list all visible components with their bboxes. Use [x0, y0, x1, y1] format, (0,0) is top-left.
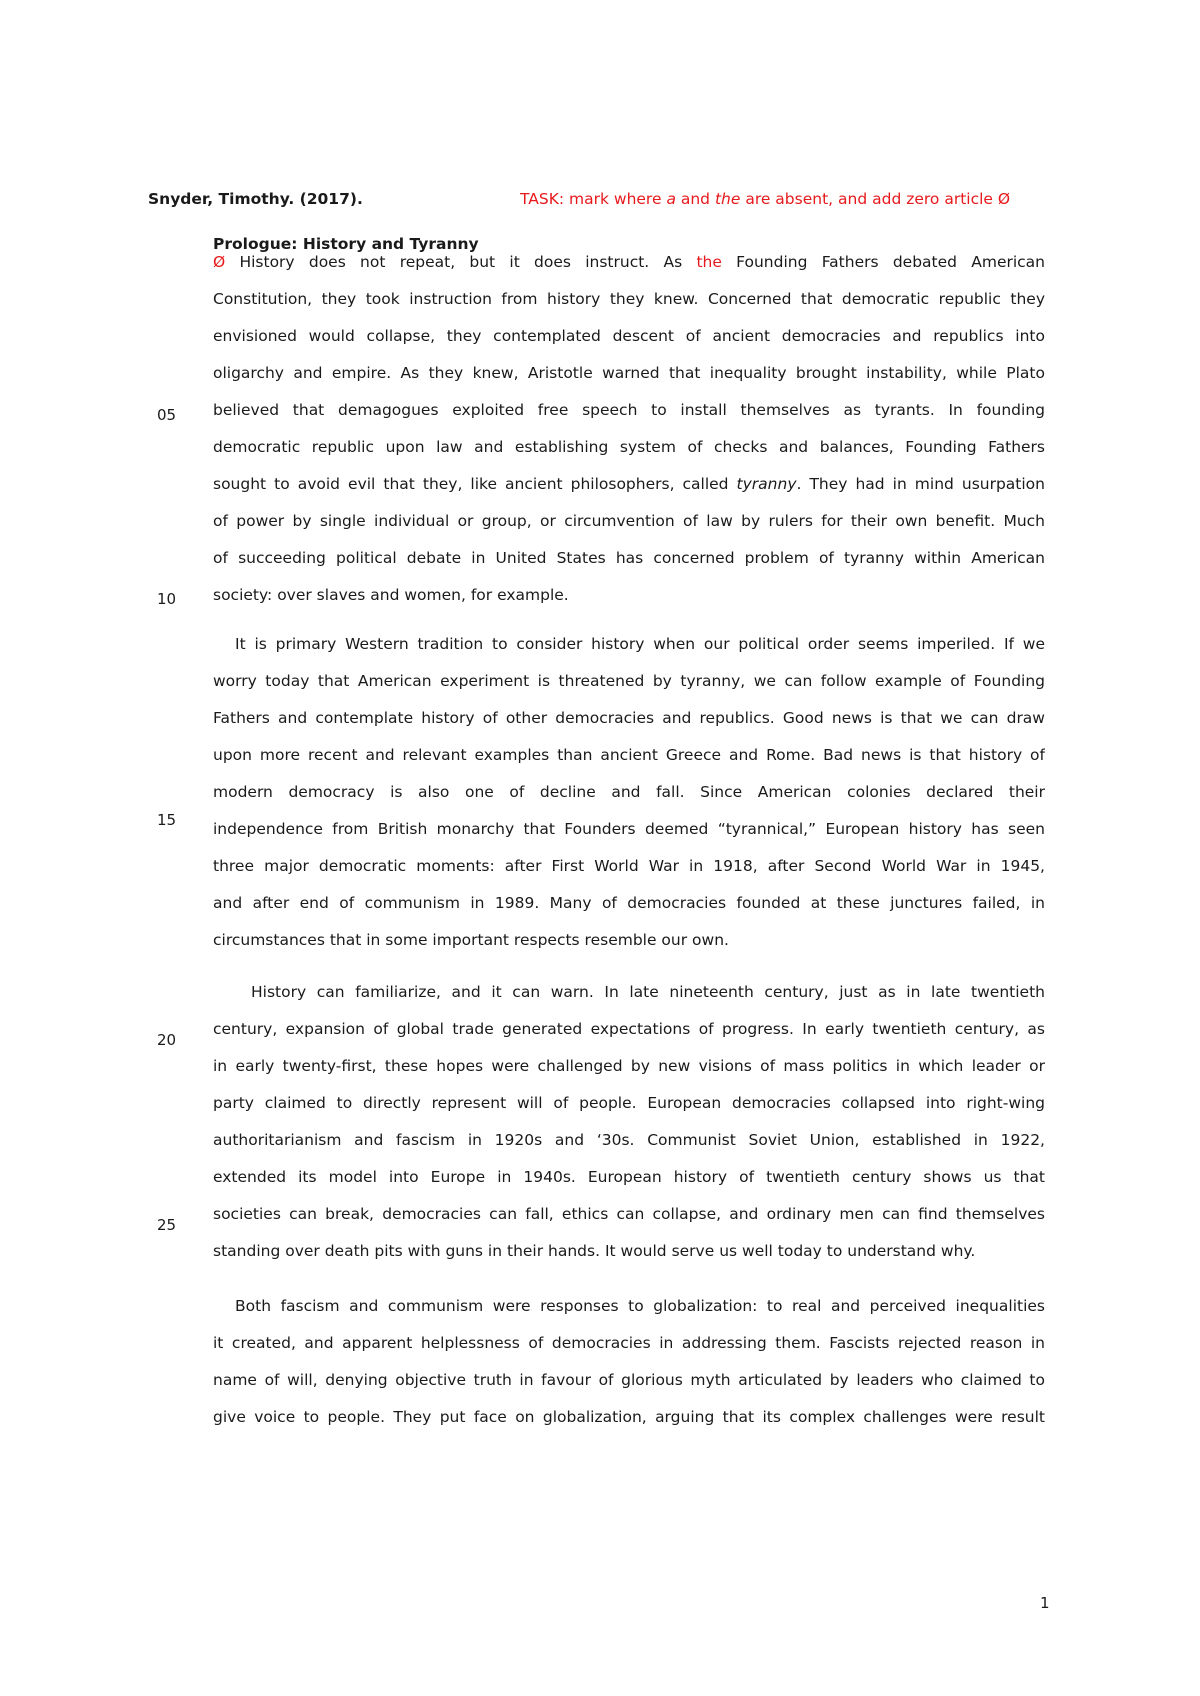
paragraph-1	[213, 244, 1045, 614]
paragraph-line: societies can break, democracies can fall, ethics can collapse, and ordinary men can find themselves	[213, 1205, 1045, 1223]
paragraph-3	[213, 974, 1045, 1270]
zero-article-marker: Ø	[213, 253, 226, 271]
paragraph-line: worry today that American experiment is threatened by tyranny, we can follow example of Founding	[213, 672, 1045, 690]
line-number-15: 15	[157, 811, 177, 829]
paragraph-1-line-7	[213, 466, 1045, 503]
paragraph-line: oligarchy and empire. As they knew, Aristotle warned that inequality brought instability, while Plato	[213, 364, 1045, 382]
paragraph-line: Both fascism and communism were responses to globalization: to real and perceived inequalities	[235, 1297, 1045, 1315]
paragraph-line: It is primary Western tradition to consider history when our political order seems imperiled. If we	[235, 635, 1045, 653]
line-text: History does not repeat, but it does instruct. As	[225, 253, 697, 271]
task-instruction	[520, 190, 1010, 208]
task-prefix: TASK: mark where	[520, 190, 667, 208]
paragraph-line: party claimed to directly represent will of people. European democracies collapsed into right-wing	[213, 1094, 1045, 1112]
paragraph-2	[213, 626, 1045, 959]
paragraph-line: Constitution, they took instruction from history they knew. Concerned that democratic republic they	[213, 290, 1045, 308]
task-article-a: a	[666, 190, 676, 208]
inserted-article-the: the	[696, 253, 722, 271]
paragraph-1-line-1	[213, 244, 1045, 281]
prologue-title: Prologue: History and Tyranny	[213, 235, 479, 253]
paragraph-line: name of will, denying objective truth in favour of glorious myth articulated by leaders who claimed to	[213, 1371, 1045, 1389]
paragraph-line: Fathers and contemplate history of other democracies and republics. Good news is that we can draw	[213, 709, 1045, 727]
line-text: Founding Fathers debated American	[721, 253, 1045, 271]
paragraph-line: upon more recent and relevant examples than ancient Greece and Rome. Bad news is that history of	[213, 746, 1045, 764]
paragraph-line: and after end of communism in 1989. Many of democracies founded at these junctures failed, in	[213, 894, 1045, 912]
paragraph-line: three major democratic moments: after First World War in 1918, after Second World War in 1945,	[213, 857, 1045, 875]
paragraph-line: democratic republic upon law and establishing system of checks and balances, Founding Fathers	[213, 438, 1045, 456]
paragraph-line: envisioned would collapse, they contemplated descent of ancient democracies and republics into	[213, 327, 1045, 345]
task-suffix: are absent, and add zero article Ø	[740, 190, 1011, 208]
paragraph-line: History can familiarize, and it can warn. In late nineteenth century, just as in late twentieth	[251, 983, 1045, 1001]
paragraph-line: give voice to people. They put face on globalization, arguing that its complex challenges were result	[213, 1408, 1045, 1426]
paragraph-line: authoritarianism and fascism in 1920s and ‘30s. Communist Soviet Union, established in 1922,	[213, 1131, 1045, 1149]
italic-tyranny: tyranny	[736, 475, 797, 493]
line-number-25: 25	[157, 1216, 177, 1234]
line-text: sought to avoid evil that they, like ancient philosophers, called	[213, 475, 737, 493]
citation-reference: Snyder, Timothy. (2017).	[148, 190, 363, 208]
paragraph-line: of succeeding political debate in United States has concerned problem of tyranny within American	[213, 549, 1045, 567]
paragraph-line: century, expansion of global trade generated expectations of progress. In early twentieth century, as	[213, 1020, 1045, 1038]
paragraph-line: it created, and apparent helplessness of democracies in addressing them. Fascists rejected reason in	[213, 1334, 1045, 1352]
line-text: . They had in mind usurpation	[796, 475, 1045, 493]
paragraph-4	[213, 1288, 1045, 1436]
paragraph-line: believed that demagogues exploited free speech to install themselves as tyrants. In founding	[213, 401, 1045, 419]
page-number: 1	[1040, 1594, 1050, 1612]
paragraph-line: circumstances that in some important respects resemble our own.	[213, 931, 729, 949]
paragraph-line: of power by single individual or group, or circumvention of law by rulers for their own benefit. Much	[213, 512, 1045, 530]
line-number-20: 20	[157, 1031, 177, 1049]
task-and: and	[675, 190, 715, 208]
task-article-the: the	[714, 190, 741, 208]
paragraph-line: extended its model into Europe in 1940s. European history of twentieth century shows us that	[213, 1168, 1045, 1186]
paragraph-line: modern democracy is also one of decline and fall. Since American colonies declared their	[213, 783, 1045, 801]
line-number-05: 05	[157, 406, 177, 424]
paragraph-line: society: over slaves and women, for example.	[213, 586, 569, 604]
paragraph-line: independence from British monarchy that Founders deemed “tyrannical,” European history has seen	[213, 820, 1045, 838]
line-number-10: 10	[157, 590, 177, 608]
paragraph-line: standing over death pits with guns in their hands. It would serve us well today to understand why.	[213, 1242, 976, 1260]
paragraph-line: in early twenty-first, these hopes were challenged by new visions of mass politics in which leader or	[213, 1057, 1045, 1075]
